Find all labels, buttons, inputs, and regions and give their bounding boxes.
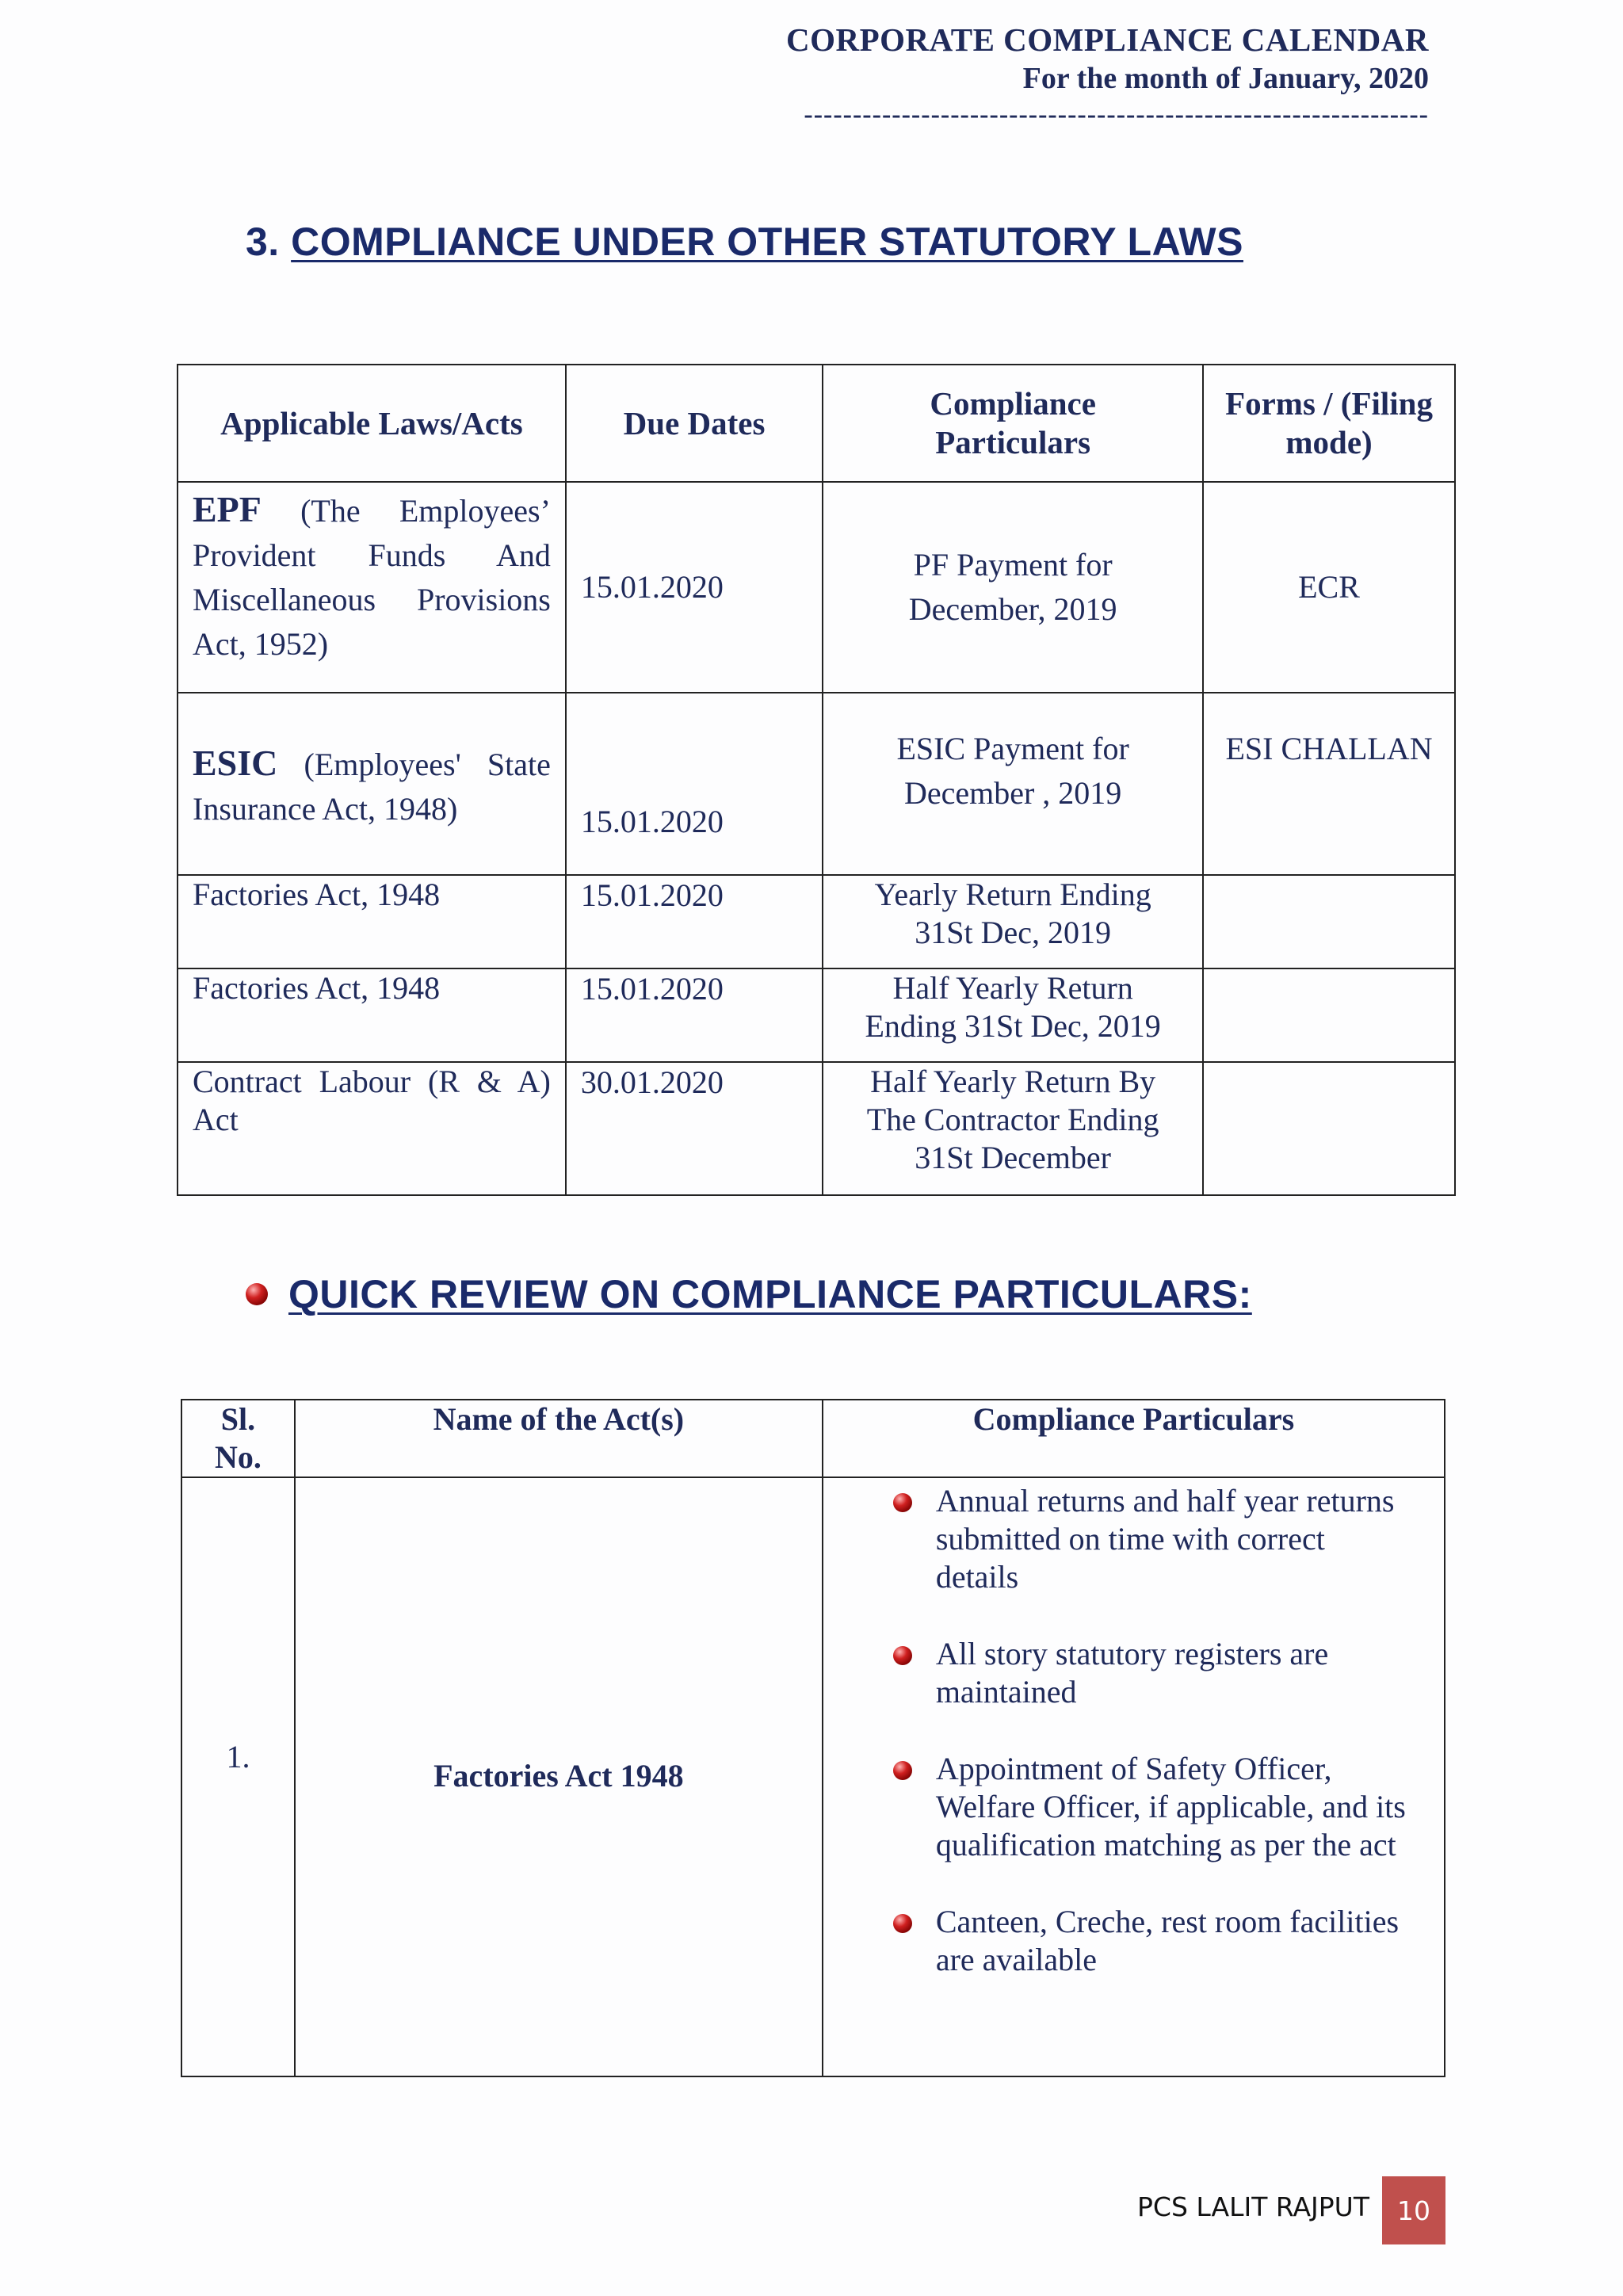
table-row bbox=[181, 1477, 1445, 2076]
act-name: Factories Act 1948 bbox=[295, 1477, 823, 2076]
serial-number: 1. bbox=[181, 1477, 295, 2076]
list-item: Canteen, Creche, rest room facilities are available bbox=[823, 1903, 1412, 1979]
section-title: COMPLIANCE UNDER OTHER STATUTORY LAWS bbox=[291, 220, 1243, 264]
law-cell bbox=[178, 875, 566, 968]
compliance-particulars: ESIC Payment for December , 2019 bbox=[823, 693, 1203, 875]
table-row bbox=[178, 482, 1455, 693]
column-header: Applicable Laws/Acts bbox=[178, 365, 566, 482]
particulars-cell bbox=[823, 1477, 1445, 2076]
table-header-row bbox=[181, 1400, 1445, 1477]
law-abbreviation: EPF bbox=[193, 489, 262, 529]
bullet-icon bbox=[246, 1283, 268, 1305]
law-name: Contract Labour (R & A) Act bbox=[193, 1064, 551, 1137]
header-rule: ---------------------------------------------------------------- bbox=[804, 100, 1429, 129]
law-name: Factories Act, 1948 bbox=[193, 970, 441, 1006]
bullet-icon bbox=[893, 1761, 912, 1780]
law-cell bbox=[178, 1062, 566, 1195]
column-header: Compliance Particulars bbox=[823, 365, 1203, 482]
list-item: Annual returns and half year returns submitted on time with correct details bbox=[823, 1482, 1412, 1596]
column-header: Name of the Act(s) bbox=[295, 1400, 823, 1477]
table-row bbox=[178, 968, 1455, 1062]
form-mode: ECR bbox=[1203, 482, 1455, 693]
law-abbreviation: ESIC bbox=[193, 743, 278, 783]
page-number: 10 bbox=[1382, 2176, 1445, 2244]
bullet-icon bbox=[893, 1493, 912, 1512]
review-table bbox=[181, 1399, 1445, 2077]
due-date: 15.01.2020 bbox=[566, 968, 823, 1062]
column-header: Forms / (Filing mode) bbox=[1203, 365, 1455, 482]
list-item: Appointment of Safety Officer, Welfare Officer, if applicable, and its qualification matching as per the act bbox=[823, 1750, 1412, 1864]
column-header: Due Dates bbox=[566, 365, 823, 482]
compliance-particulars: Half Yearly Return By The Contractor Ending 31St December bbox=[823, 1062, 1203, 1195]
due-date: 15.01.2020 bbox=[566, 693, 823, 875]
table-header-row bbox=[178, 365, 1455, 482]
compliance-table bbox=[177, 364, 1456, 1196]
table-row bbox=[178, 875, 1455, 968]
compliance-particulars: PF Payment for December, 2019 bbox=[823, 482, 1203, 693]
bullet-icon bbox=[893, 1646, 912, 1665]
section-heading bbox=[246, 219, 1243, 265]
section-number: 3. bbox=[246, 220, 280, 264]
form-mode: ESI CHALLAN bbox=[1203, 693, 1455, 875]
compliance-particulars: Yearly Return Ending 31St Dec, 2019 bbox=[823, 875, 1203, 968]
table-row bbox=[178, 693, 1455, 875]
review-title: QUICK REVIEW ON COMPLIANCE PARTICULARS: bbox=[288, 1272, 1252, 1316]
law-name: (Employees' State Insurance Act, 1948) bbox=[193, 747, 551, 827]
footer-author: PCS LALIT RAJPUT bbox=[1137, 2191, 1369, 2222]
column-header: Sl. No. bbox=[181, 1400, 295, 1477]
form-mode bbox=[1203, 968, 1455, 1062]
law-cell bbox=[178, 693, 566, 875]
due-date: 30.01.2020 bbox=[566, 1062, 823, 1195]
table-row bbox=[178, 1062, 1455, 1195]
law-cell bbox=[178, 968, 566, 1062]
list-item: All story statutory registers are maintained bbox=[823, 1635, 1412, 1711]
form-mode bbox=[1203, 875, 1455, 968]
due-date: 15.01.2020 bbox=[566, 482, 823, 693]
form-mode bbox=[1203, 1062, 1455, 1195]
law-cell bbox=[178, 482, 566, 693]
document-subtitle: For the month of January, 2020 bbox=[1022, 62, 1429, 95]
compliance-particulars: Half Yearly Return Ending 31St Dec, 2019 bbox=[823, 968, 1203, 1062]
due-date: 15.01.2020 bbox=[566, 875, 823, 968]
document-title: CORPORATE COMPLIANCE CALENDAR bbox=[786, 21, 1429, 58]
law-name: Factories Act, 1948 bbox=[193, 877, 441, 912]
bullet-icon bbox=[893, 1914, 912, 1933]
law-name: (The Employees’ Provident Funds And Miscellaneous Provisions Act, 1952) bbox=[193, 493, 551, 662]
particulars-list bbox=[823, 1482, 1412, 1979]
review-heading bbox=[246, 1271, 1252, 1317]
column-header: Compliance Particulars bbox=[823, 1400, 1445, 1477]
